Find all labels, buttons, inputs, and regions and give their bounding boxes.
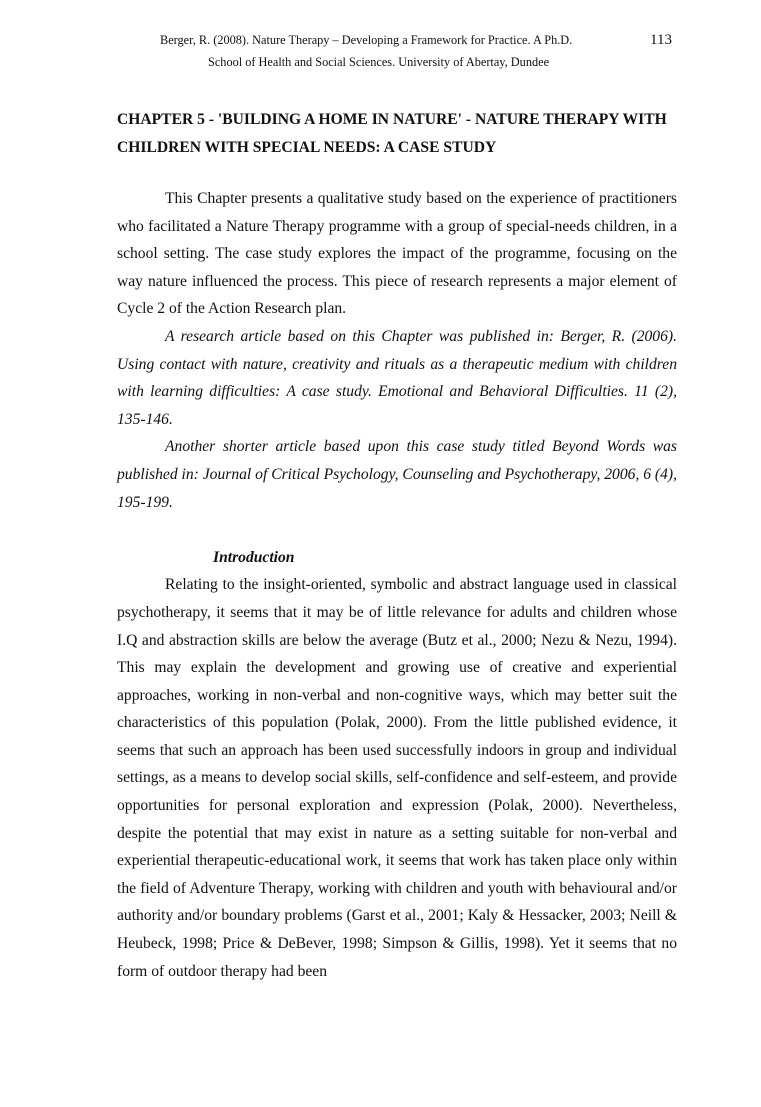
header-institution: School of Health and Social Sciences. University of Abertay, Dundee: [208, 55, 550, 69]
publication-note-1: A research article based on this Chapter was published in: Berger, R. (2006). Using contact with nature, creativity and rituals as a therapeutic medium with children with learning difficulties: A case study. Emotional and Behavioral Difficulties. 11 (2), 135-146.: [117, 327, 677, 428]
publication-note-2: Another shorter article based upon this case study titled Beyond Words was published in: Journal of Critical Psychology, Counseling and Psychotherapy, 2006, 6 (4), 195-199.: [117, 438, 678, 511]
page-number: 113: [650, 32, 672, 48]
header-citation: Berger, R. (2008). Nature Therapy – Developing a Framework for Practice. A Ph.D.: [160, 33, 573, 47]
chapter-title: CHAPTER 5 - 'BUILDING A HOME IN NATURE' - NATURE THERAPY WITH CHILDREN WITH SPECIAL NEEDS: A CASE STUDY: [117, 111, 667, 156]
introduction-paragraph: Relating to the insight-oriented, symbolic and abstract language used in classical psychotherapy, it seems that it may be of little relevance for adults and children whose I.Q and abstraction skills are below the average (Butz et al., 2000; Nezu & Nezu, 1994). This may explain the development and growing use of creative and experiential approaches, working in non-verbal and non-cognitive ways, which may better suit the characteristics of this population (Polak, 2000). From the little published evidence, it seems that such an approach has been used successfully indoors in group and individual settings, as a means to develop social skills, self-confidence and self-esteem, and provide opportunities for personal exploration and expression (Polak, 2000). Nevertheless, despite the potential that may exist in nature as a setting suitable for non-verbal and experiential therapeutic-educational work, it seems that work has taken place only within the field of Adventure Therapy, working with children and youth with behavioural and/or authority and/or boundary problems (Garst et al., 2001; Kaly & Hessacker, 2003; Neill & Heubeck, 1998; Price & DeBever, 1998; Simpson & Gillis, 1998). Yet it seems that no form of outdoor therapy had been: [117, 576, 677, 980]
intro-paragraph: This Chapter presents a qualitative study based on the experience of practitioners who facilitated a Nature Therapy programme with a group of special-needs children, in a school setting. The case study explores the impact of the programme, focusing on the way nature influenced the process. This piece of research represents a major element of Cycle 2 of the Action Research plan.: [117, 190, 677, 318]
page-body: [117, 185, 677, 985]
spacer: [117, 516, 677, 544]
section-heading: Introduction: [213, 548, 295, 566]
